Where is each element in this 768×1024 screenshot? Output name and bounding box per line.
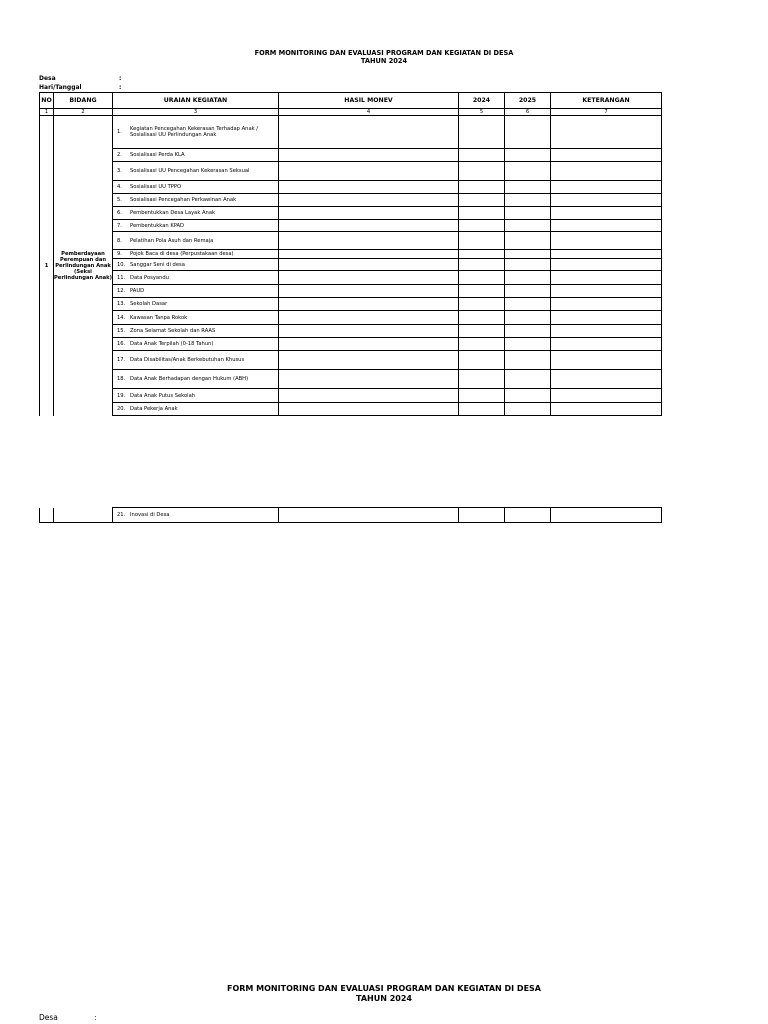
item-text: Sosialisasi UU Pencegahan Kekerasan Seksual <box>130 168 250 174</box>
row-no: 1 <box>40 116 54 416</box>
item-text: Data Disabilitas/Anak Berkebutuhan Khusus <box>130 357 245 363</box>
year-2024-cell[interactable] <box>459 181 505 194</box>
item-text: Pojok Baca di desa (Perpustakaan desa) <box>130 251 234 257</box>
uraian-cell <box>113 403 279 416</box>
keterangan-cell[interactable] <box>551 181 662 194</box>
keterangan-cell[interactable] <box>551 194 662 207</box>
table-row <box>40 508 662 523</box>
form-title-line2: TAHUN 2024 <box>360 57 408 65</box>
year-2024-cell[interactable] <box>459 389 505 403</box>
year-2025-cell[interactable] <box>505 370 551 389</box>
uraian-cell <box>113 298 279 311</box>
year-2024-cell[interactable] <box>459 207 505 220</box>
year-2024-cell[interactable] <box>459 149 505 162</box>
uraian-cell <box>113 370 279 389</box>
year-2024-cell[interactable] <box>459 194 505 207</box>
hasil-monev-cell[interactable] <box>279 351 459 370</box>
year-2024-cell[interactable] <box>459 250 505 259</box>
hasil-monev-cell[interactable] <box>279 271 459 285</box>
year-2024-cell[interactable] <box>459 271 505 285</box>
item-number: 19. <box>117 392 126 399</box>
item-text: Inovasi di Desa <box>130 512 170 518</box>
year-2025-cell[interactable] <box>505 508 551 523</box>
uraian-cell <box>113 162 279 181</box>
item-text: Data Anak Berhadapan dengan Hukum (ABH) <box>130 376 249 382</box>
year-2024-cell[interactable] <box>459 403 505 416</box>
keterangan-cell[interactable] <box>551 298 662 311</box>
hari-tanggal-field <box>39 84 122 91</box>
item-number: 16. <box>117 341 126 347</box>
item-number: 8. <box>117 237 122 244</box>
hasil-monev-cell[interactable] <box>279 116 459 149</box>
hasil-monev-cell[interactable] <box>279 311 459 325</box>
col-header-uraian: URAIAN KEGIATAN <box>113 93 279 109</box>
table-row <box>40 370 662 389</box>
keterangan-cell[interactable] <box>551 325 662 338</box>
item-number: 3. <box>117 168 122 174</box>
item-text: Sanggar Seni di desa <box>130 261 185 268</box>
col-number: 3 <box>113 109 279 116</box>
year-2024-cell[interactable] <box>459 508 505 523</box>
item-text: Pembentukkan Desa Layak Anak <box>130 210 216 216</box>
col-number: 1 <box>40 109 54 116</box>
item-number: 11. <box>117 274 126 281</box>
uraian-cell <box>113 311 279 325</box>
year-2024-cell[interactable] <box>459 220 505 232</box>
year-2024-cell[interactable] <box>459 338 505 351</box>
keterangan-cell[interactable] <box>551 207 662 220</box>
desa-label-page2: Desa <box>39 1013 58 1022</box>
keterangan-cell[interactable] <box>551 311 662 325</box>
item-number: 5. <box>117 197 122 203</box>
hasil-monev-cell[interactable] <box>279 162 459 181</box>
uraian-cell <box>113 389 279 403</box>
table-row <box>40 181 662 194</box>
year-2024-cell[interactable] <box>459 351 505 370</box>
table-row <box>40 232 662 250</box>
table-row <box>40 338 662 351</box>
item-text: Sosialisasi Perda KLA <box>130 152 185 158</box>
year-2025-cell[interactable] <box>505 232 551 250</box>
hasil-monev-cell[interactable] <box>279 285 459 298</box>
desa-colon-page2: : <box>94 1013 97 1022</box>
item-number: 1. <box>117 129 122 135</box>
keterangan-cell[interactable] <box>551 508 662 523</box>
table-row <box>40 285 662 298</box>
year-2025-cell[interactable] <box>505 325 551 338</box>
uraian-cell <box>113 207 279 220</box>
uraian-cell <box>113 271 279 285</box>
uraian-cell <box>113 220 279 232</box>
hasil-monev-cell[interactable] <box>279 370 459 389</box>
item-text: Pelatihan Pola Asuh dan Remaja <box>130 237 214 244</box>
year-2025-cell[interactable] <box>505 116 551 149</box>
year-2024-cell[interactable] <box>459 285 505 298</box>
bidang-cell: Pemberdayaan Perempuan dan Perlindungan Anak (Seksi Perlindungan Anak) <box>54 116 113 416</box>
keterangan-cell[interactable] <box>551 162 662 181</box>
col-number: 6 <box>505 109 551 116</box>
table-row <box>40 259 662 271</box>
year-2024-cell[interactable] <box>459 116 505 149</box>
uraian-cell <box>113 325 279 338</box>
col-number: 2 <box>54 109 113 116</box>
uraian-cell <box>113 194 279 207</box>
year-2025-cell[interactable] <box>505 207 551 220</box>
uraian-cell <box>113 338 279 351</box>
hasil-monev-cell[interactable] <box>279 298 459 311</box>
item-number: 4. <box>117 184 122 190</box>
col-number: 7 <box>551 109 662 116</box>
uraian-cell <box>113 508 279 523</box>
year-2025-cell[interactable] <box>505 149 551 162</box>
item-number: 14. <box>117 314 126 321</box>
col-header-2024: 2024 <box>459 93 505 109</box>
uraian-cell <box>113 250 279 259</box>
item-text: Kegiatan Pencegahan Kekerasan Terhadap Anak / Sosialisasi UU Perlindungan Anak <box>130 126 259 138</box>
hasil-monev-cell[interactable] <box>279 181 459 194</box>
hasil-monev-cell[interactable] <box>279 149 459 162</box>
form-title-page2-line1: FORM MONITORING DAN EVALUASI PROGRAM DAN KEGIATAN DI DESA <box>227 984 541 993</box>
hasil-monev-cell[interactable] <box>279 403 459 416</box>
keterangan-cell[interactable] <box>551 259 662 271</box>
keterangan-cell[interactable] <box>551 232 662 250</box>
desa-label: Desa <box>39 75 56 82</box>
item-number: 6. <box>117 210 122 216</box>
uraian-cell <box>113 285 279 298</box>
table-row <box>40 403 662 416</box>
hasil-monev-cell[interactable] <box>279 259 459 271</box>
row-no-empty <box>40 508 54 523</box>
year-2025-cell[interactable] <box>505 162 551 181</box>
item-text: Sosialisasi Pencegahan Perkawinan Anak <box>130 197 237 203</box>
hasil-monev-cell[interactable] <box>279 389 459 403</box>
year-2025-cell[interactable] <box>505 194 551 207</box>
year-2025-cell[interactable] <box>505 285 551 298</box>
uraian-cell <box>113 232 279 250</box>
year-2025-cell[interactable] <box>505 338 551 351</box>
year-2025-cell[interactable] <box>505 298 551 311</box>
keterangan-cell[interactable] <box>551 250 662 259</box>
hari-tanggal-label: Hari/Tanggal <box>39 84 82 91</box>
item-number: 9. <box>117 251 122 257</box>
table-row <box>40 325 662 338</box>
year-2025-cell[interactable] <box>505 389 551 403</box>
year-2024-cell[interactable] <box>459 370 505 389</box>
keterangan-cell[interactable] <box>551 351 662 370</box>
hasil-monev-cell[interactable] <box>279 220 459 232</box>
table-row <box>40 116 662 149</box>
item-text: Data Anak Putus Sekolah <box>130 392 196 399</box>
table-row <box>40 351 662 370</box>
table-row <box>40 271 662 285</box>
hasil-monev-cell[interactable] <box>279 325 459 338</box>
col-header-keterangan: KETERANGAN <box>551 93 662 109</box>
item-number: 17. <box>117 357 126 363</box>
hasil-monev-cell[interactable] <box>279 232 459 250</box>
table-row <box>40 298 662 311</box>
hasil-monev-cell[interactable] <box>279 194 459 207</box>
item-number: 2. <box>117 152 122 158</box>
year-2025-cell[interactable] <box>505 181 551 194</box>
item-text: Kawasan Tanpa Rokok <box>130 314 188 321</box>
item-text: PAUD <box>130 288 145 294</box>
table-header-row <box>40 93 662 109</box>
desa-colon: : <box>119 75 122 82</box>
col-header-2025: 2025 <box>505 93 551 109</box>
item-number: 15. <box>117 328 126 334</box>
hari-tanggal-colon: : <box>119 84 122 91</box>
item-number: 10. <box>117 261 126 268</box>
year-2024-cell[interactable] <box>459 311 505 325</box>
monev-table-continuation <box>39 507 662 523</box>
uraian-cell <box>113 351 279 370</box>
year-2025-cell[interactable] <box>505 403 551 416</box>
item-text: Pembentukkan KPAD <box>130 222 185 229</box>
year-2025-cell[interactable] <box>505 220 551 232</box>
keterangan-cell[interactable] <box>551 389 662 403</box>
item-number: 12. <box>117 288 126 294</box>
desa-field <box>39 75 122 82</box>
year-2024-cell[interactable] <box>459 325 505 338</box>
monev-table <box>39 92 662 416</box>
year-2024-cell[interactable] <box>459 259 505 271</box>
hasil-monev-cell[interactable] <box>279 250 459 259</box>
keterangan-cell[interactable] <box>551 403 662 416</box>
col-header-no: NO <box>40 93 54 109</box>
keterangan-cell[interactable] <box>551 285 662 298</box>
item-number: 13. <box>117 301 126 307</box>
table-row <box>40 149 662 162</box>
year-2025-cell[interactable] <box>505 259 551 271</box>
table-row <box>40 162 662 181</box>
table-body <box>40 116 662 416</box>
col-header-bidang: BIDANG <box>54 93 113 109</box>
form-title-line1: FORM MONITORING DAN EVALUASI PROGRAM DAN KEGIATAN DI DESA <box>254 49 514 57</box>
keterangan-cell[interactable] <box>551 220 662 232</box>
table-row <box>40 220 662 232</box>
item-text: Data Posyandu <box>130 274 169 281</box>
keterangan-cell[interactable] <box>551 338 662 351</box>
year-2024-cell[interactable] <box>459 232 505 250</box>
hasil-monev-cell[interactable] <box>279 338 459 351</box>
form-title-page2 <box>0 984 768 1004</box>
year-2025-cell[interactable] <box>505 271 551 285</box>
keterangan-cell[interactable] <box>551 116 662 149</box>
uraian-cell <box>113 181 279 194</box>
col-number: 4 <box>279 109 459 116</box>
keterangan-cell[interactable] <box>551 271 662 285</box>
form-title-page2-line2: TAHUN 2024 <box>356 994 412 1003</box>
item-text: Data Anak Terpilah (0-18 Tahun) <box>130 341 214 347</box>
year-2025-cell[interactable] <box>505 311 551 325</box>
item-text: Zona Selamat Sekolah dan RAAS <box>130 328 216 334</box>
form-title <box>0 49 768 65</box>
table-row <box>40 207 662 220</box>
keterangan-cell[interactable] <box>551 149 662 162</box>
uraian-cell <box>113 259 279 271</box>
uraian-cell <box>113 149 279 162</box>
item-text: Data Pekerja Anak <box>130 406 178 412</box>
year-2024-cell[interactable] <box>459 162 505 181</box>
item-text: Sekolah Dasar <box>130 301 168 307</box>
item-number: 20. <box>117 406 126 412</box>
item-number: 21. <box>117 512 126 518</box>
item-number: 7. <box>117 222 122 229</box>
year-2025-cell[interactable] <box>505 250 551 259</box>
desa-field-page2 <box>39 1013 97 1022</box>
keterangan-cell[interactable] <box>551 370 662 389</box>
column-number-row <box>40 109 662 116</box>
hasil-monev-cell[interactable] <box>279 207 459 220</box>
bidang-cell-empty <box>54 508 113 523</box>
table-row <box>40 389 662 403</box>
table-row <box>40 194 662 207</box>
col-header-hasil-monev: HASIL MONEV <box>279 93 459 109</box>
col-number: 5 <box>459 109 505 116</box>
uraian-cell <box>113 116 279 149</box>
table-row <box>40 250 662 259</box>
year-2025-cell[interactable] <box>505 351 551 370</box>
year-2024-cell[interactable] <box>459 298 505 311</box>
hasil-monev-cell[interactable] <box>279 508 459 523</box>
table-row <box>40 311 662 325</box>
item-number: 18. <box>117 376 126 382</box>
item-text: Sosialisasi UU TPPO <box>130 184 182 190</box>
